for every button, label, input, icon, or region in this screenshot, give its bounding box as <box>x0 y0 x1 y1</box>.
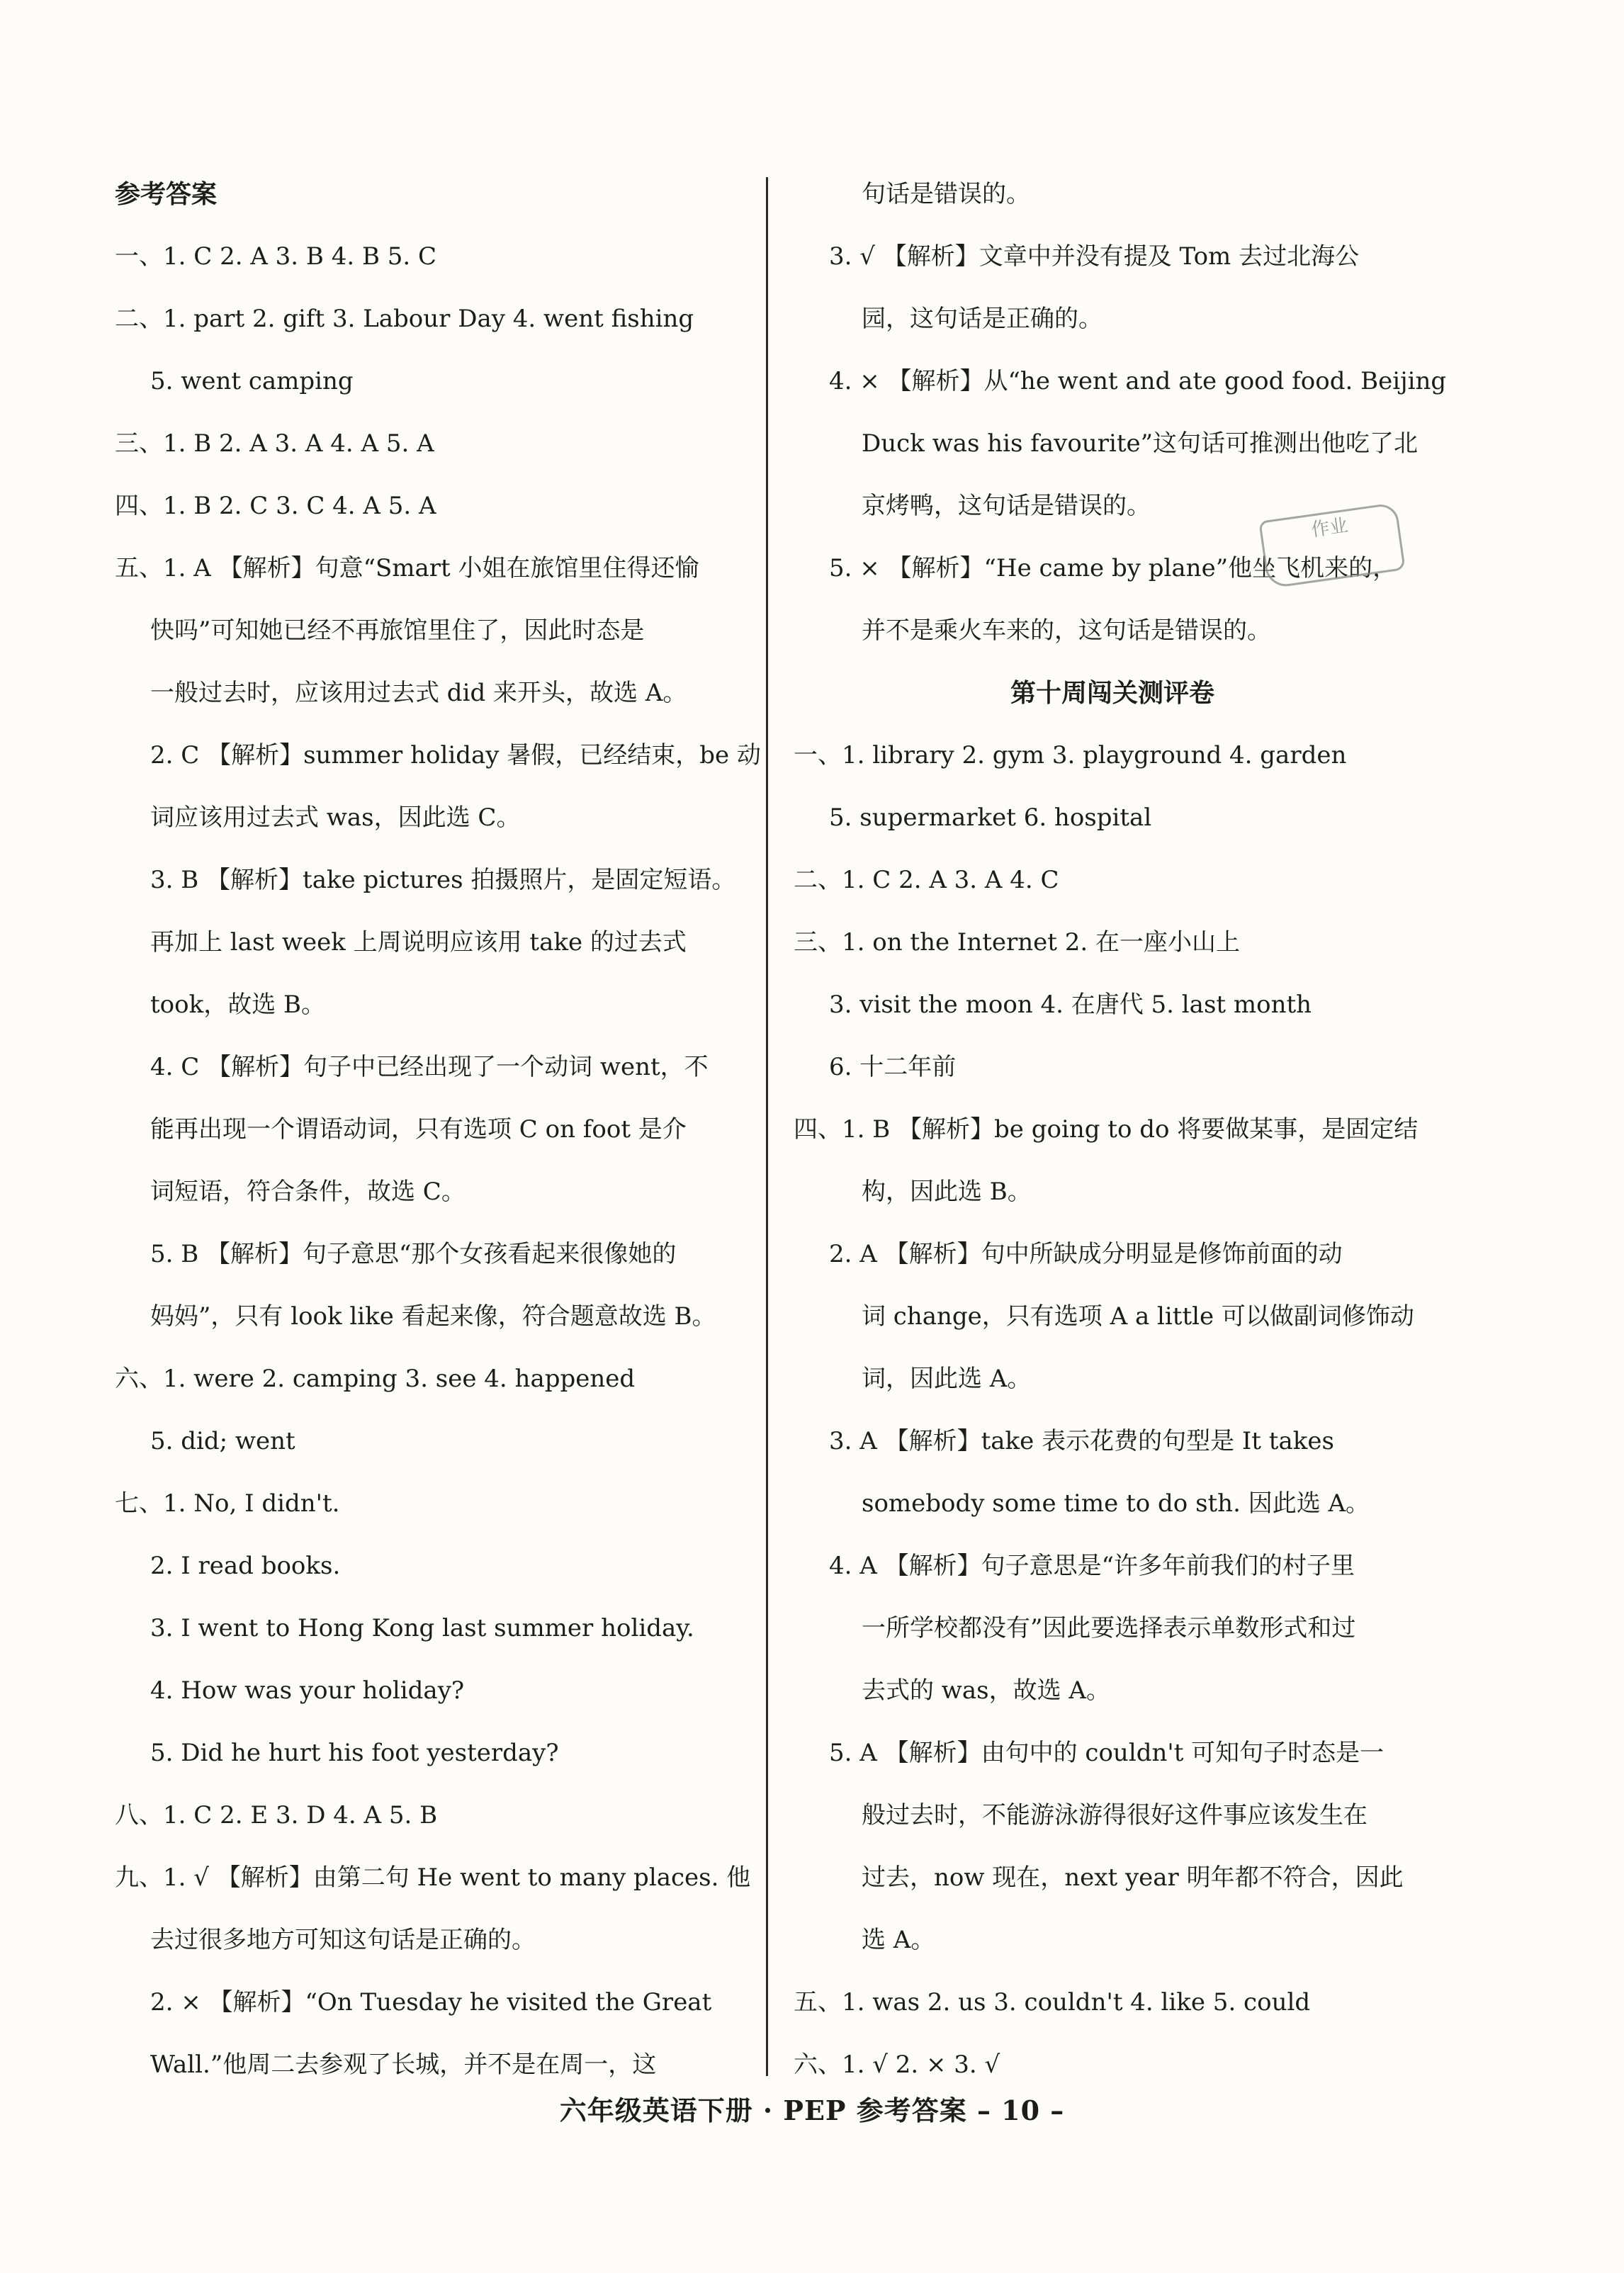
left-answer-line: Wall.”他周二去参观了长城，并不是在周一，这 <box>150 2051 657 2079</box>
left-answer-line: 词短语，符合条件，故选 C。 <box>150 1178 466 1206</box>
left-answer-line: 词应该用过去式 was，因此选 C。 <box>150 803 521 832</box>
left-answer-line: 六、1. were 2. camping 3. see 4. happened <box>115 1365 636 1393</box>
left-answer-line: 妈妈”，只有 look like 看起来像，符合题意故选 B。 <box>150 1302 716 1331</box>
left-answer-line: 3. B 【解析】take pictures 拍摄照片，是固定短语。 <box>150 866 736 894</box>
right-answer-line: 选 A。 <box>862 1926 935 1954</box>
right-answer-line: 一、1. library 2. gym 3. playground 4. garden <box>794 741 1347 769</box>
right-answer-line: 2. A 【解析】句中所缺成分明显是修饰前面的动 <box>829 1240 1343 1268</box>
left-answer-line: 一、1. C 2. A 3. B 4. B 5. C <box>115 242 437 271</box>
right-answer-line: 5. × 【解析】“He came by plane”他坐飞机来的， <box>829 554 1397 582</box>
right-answer-line: 4. × 【解析】从“he went and ate good food. Beijing <box>829 367 1447 395</box>
left-answer-line: 2. × 【解析】“On Tuesday he visited the Great <box>150 1988 712 2017</box>
right-answer-line: 3. √ 【解析】文章中并没有提及 Tom 去过北海公 <box>829 242 1360 271</box>
right-answer-line: 6. 十二年前 <box>829 1053 957 1081</box>
right-answer-line: 六、1. √ 2. × 3. √ <box>794 2051 1000 2079</box>
left-answer-line: 5. did; went <box>150 1427 295 1455</box>
left-answer-line: 参考答案 <box>115 179 218 209</box>
right-answer-line: 构，因此选 B。 <box>862 1178 1032 1206</box>
right-answer-line: 一所学校都没有”因此要选择表示单数形式和过 <box>862 1614 1356 1642</box>
right-answer-line: 4. A 【解析】句子意思是“许多年前我们的村子里 <box>829 1552 1355 1580</box>
right-answer-line: 词，因此选 A。 <box>862 1365 1032 1393</box>
right-answer-line: 并不是乘火车来的，这句话是错误的。 <box>862 616 1271 645</box>
left-answer-line: 三、1. B 2. A 3. A 4. A 5. A <box>115 429 434 458</box>
right-answer-line: 词 change，只有选项 A a little 可以做副词修饰动 <box>862 1302 1414 1331</box>
left-answer-line: 四、1. B 2. C 3. C 4. A 5. A <box>115 492 436 520</box>
left-answer-line: 5. went camping <box>150 367 354 395</box>
right-answer-line: 五、1. was 2. us 3. couldn't 4. like 5. could <box>794 1988 1311 2017</box>
left-answer-line: 五、1. A 【解析】句意“Smart 小姐在旅馆里住得还愉 <box>115 554 699 582</box>
right-answer-line: 5. A 【解析】由句中的 couldn't 可知句子时态是一 <box>829 1739 1385 1767</box>
left-answer-line: 快吗”可知她已经不再旅馆里住了，因此时态是 <box>150 616 645 645</box>
right-answer-line: 园，这句话是正确的。 <box>862 305 1103 333</box>
left-answer-line: 再加上 last week 上周说明应该用 take 的过去式 <box>150 928 687 957</box>
left-answer-line: 八、1. C 2. E 3. D 4. A 5. B <box>115 1801 438 1829</box>
left-answer-line: 2. C 【解析】summer holiday 暑假，已经结束，be 动 <box>150 741 761 769</box>
left-answer-line: 4. C 【解析】句子中已经出现了一个动词 went，不 <box>150 1053 709 1081</box>
homework-stamp: 作业 <box>1258 502 1405 589</box>
right-answer-line: 过去，now 现在，next year 明年都不符合，因此 <box>862 1863 1404 1892</box>
page-footer: 六年级英语下册 · PEP 参考答案 – 10 – <box>559 2094 1065 2126</box>
right-answer-line: 5. supermarket 6. hospital <box>829 803 1152 832</box>
right-answer-line: 3. visit the moon 4. 在唐代 5. last month <box>829 991 1312 1019</box>
left-answer-line: 5. Did he hurt his foot yesterday? <box>150 1739 559 1767</box>
left-answer-line: 去过很多地方可知这句话是正确的。 <box>150 1926 536 1954</box>
left-answer-line: 2. I read books. <box>150 1552 341 1580</box>
right-answer-line: 二、1. C 2. A 3. A 4. C <box>794 866 1059 894</box>
left-answer-line: 一般过去时，应该用过去式 did 来开头，故选 A。 <box>150 679 687 707</box>
right-answer-line: Duck was his favourite”这句话可推测出他吃了北 <box>862 429 1418 458</box>
right-answer-line: 般过去时，不能游泳游得很好这件事应该发生在 <box>862 1801 1368 1829</box>
left-answer-line: 4. How was your holiday? <box>150 1676 465 1705</box>
left-answer-line: 3. I went to Hong Kong last summer holiday. <box>150 1614 694 1642</box>
left-answer-line: 5. B 【解析】句子意思“那个女孩看起来很像她的 <box>150 1240 677 1268</box>
right-answer-line: somebody some time to do sth. 因此选 A。 <box>862 1489 1370 1518</box>
left-answer-line: 能再出现一个谓语动词，只有选项 C on foot 是介 <box>150 1115 687 1144</box>
right-answer-line: 第十周闯关测评卷 <box>1010 678 1214 708</box>
right-answer-line: 三、1. on the Internet 2. 在一座小山上 <box>794 928 1241 957</box>
left-answer-line: 九、1. √ 【解析】由第二句 He went to many places. 他 <box>115 1863 751 1892</box>
left-answer-line: 七、1. No, I didn't. <box>115 1489 340 1518</box>
right-answer-line: 去式的 was，故选 A。 <box>862 1676 1110 1705</box>
left-answer-line: took，故选 B。 <box>150 991 325 1019</box>
right-answer-line: 四、1. B 【解析】be going to do 将要做某事，是固定结 <box>794 1115 1419 1144</box>
left-answer-line: 二、1. part 2. gift 3. Labour Day 4. went fishing <box>115 305 694 333</box>
right-answer-line: 句话是错误的。 <box>862 180 1030 208</box>
column-divider <box>766 177 768 2076</box>
right-answer-line: 3. A 【解析】take 表示花费的句型是 It takes <box>829 1427 1334 1455</box>
right-answer-line: 京烤鸭，这句话是错误的。 <box>862 492 1151 520</box>
